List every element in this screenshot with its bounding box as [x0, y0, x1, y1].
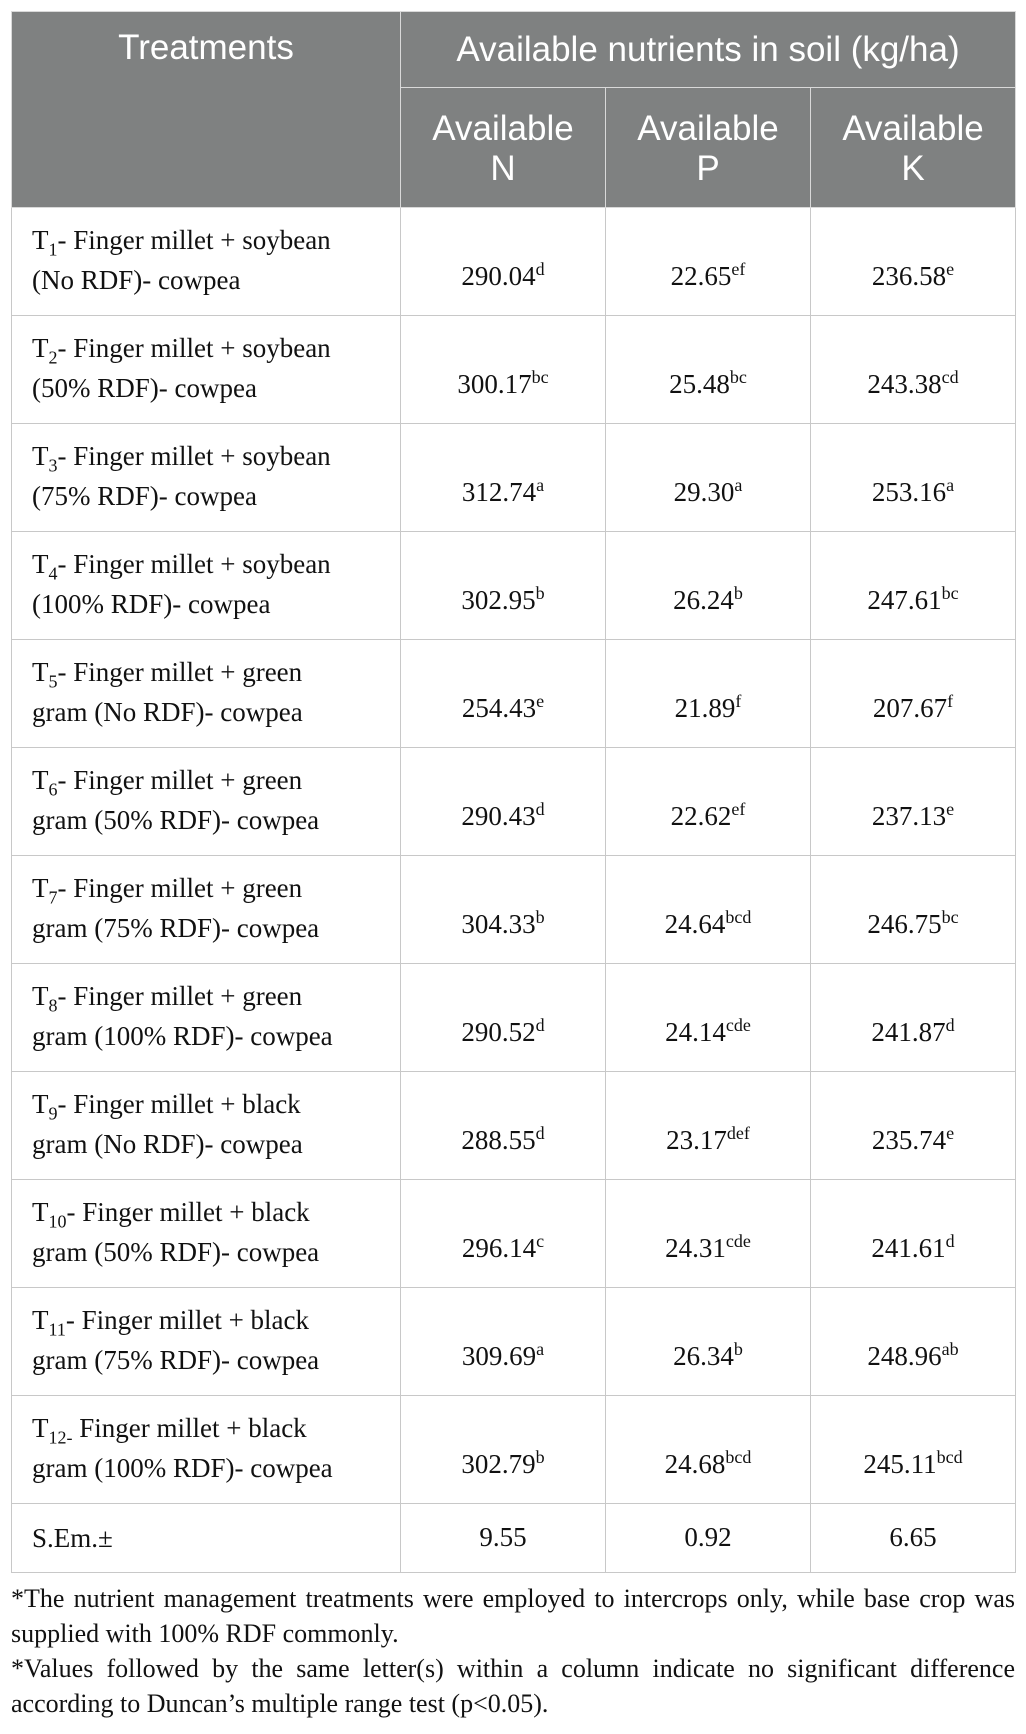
available-n-value: 290.04	[461, 260, 536, 291]
available-p-cell	[606, 1288, 811, 1396]
treatment-code: T	[32, 333, 49, 363]
treatment-code: T	[32, 657, 49, 687]
available-k-value: 245.11	[863, 1448, 937, 1479]
available-p-value: 24.68	[664, 1448, 726, 1479]
table-row	[12, 856, 1016, 964]
treatment-line1: Finger millet + soybean	[73, 549, 331, 579]
available-k-cell	[811, 424, 1016, 532]
available-p-cell	[606, 1180, 811, 1288]
available-p-cell	[606, 856, 811, 964]
available-n-cell	[401, 1180, 606, 1288]
available-k-value: 241.61	[871, 1232, 946, 1263]
treatment-line2: gram (No RDF)- cowpea	[32, 697, 303, 727]
treatment-cell	[12, 1180, 401, 1288]
available-p-letter: f	[735, 690, 742, 711]
available-k-value: 247.61	[867, 584, 942, 615]
treatment-line2: gram (100% RDF)- cowpea	[32, 1021, 333, 1051]
sem-k: 6.65	[811, 1504, 1016, 1573]
available-p-cell	[606, 1396, 811, 1504]
available-k-letter: bcd	[936, 1446, 963, 1467]
table-row	[12, 1396, 1016, 1504]
treatment-subscript: 8	[48, 995, 58, 1016]
available-k-cell	[811, 532, 1016, 640]
treatment-subscript: 12-	[48, 1427, 73, 1448]
available-p-cell	[606, 748, 811, 856]
available-p-value: 23.17	[666, 1124, 727, 1155]
available-p-value: 22.62	[670, 800, 732, 831]
treatment-line2: gram (50% RDF)- cowpea	[32, 805, 320, 835]
available-k-value: 207.67	[872, 692, 948, 723]
available-n-value: 302.79	[461, 1448, 536, 1479]
available-p-letter: bcd	[725, 906, 752, 927]
available-p-cell	[606, 964, 811, 1072]
available-n-value: 309.69	[461, 1340, 537, 1371]
table-row	[12, 640, 1016, 748]
treatment-code: T	[32, 1413, 49, 1443]
treatment-line2: (50% RDF)- cowpea	[32, 373, 257, 403]
available-n-cell	[401, 856, 606, 964]
available-p-cell	[606, 532, 811, 640]
available-p-value: 21.89	[674, 692, 736, 723]
available-n-cell	[401, 1396, 606, 1504]
available-p-value: 24.14	[665, 1016, 726, 1047]
treatment-separator: -	[57, 657, 74, 687]
available-n-cell	[401, 532, 606, 640]
available-k-value: 246.75	[867, 908, 942, 939]
treatment-line2: (No RDF)- cowpea	[32, 265, 241, 295]
treatment-cell	[12, 640, 401, 748]
header-p-line2: P	[696, 149, 720, 188]
header-n-line2: N	[490, 149, 516, 188]
available-p-letter: ef	[731, 798, 746, 819]
available-n-letter: e	[536, 690, 545, 711]
table-row	[12, 1288, 1016, 1396]
treatment-cell	[12, 964, 401, 1072]
treatment-line2: gram (No RDF)- cowpea	[32, 1129, 303, 1159]
available-n-value: 304.33	[461, 908, 536, 939]
available-p-letter: ef	[731, 258, 746, 279]
table-row	[12, 532, 1016, 640]
table-row	[12, 208, 1016, 316]
table-notes	[11, 1581, 1015, 1721]
available-p-value: 24.31	[665, 1232, 726, 1263]
table-row	[12, 1180, 1016, 1288]
treatment-separator: -	[57, 1089, 74, 1119]
table-body	[12, 208, 1016, 1573]
header-k-line1: Available	[842, 109, 984, 148]
treatment-subscript: 6	[48, 779, 58, 800]
available-k-letter: cd	[941, 366, 959, 387]
available-k-cell	[811, 640, 1016, 748]
treatment-cell	[12, 856, 401, 964]
available-p-cell	[606, 1072, 811, 1180]
treatment-line1: Finger millet + soybean	[73, 225, 331, 255]
available-k-cell	[811, 1396, 1016, 1504]
available-p-value: 26.24	[673, 584, 734, 615]
treatment-line2: gram (100% RDF)- cowpea	[32, 1453, 333, 1483]
available-k-value: 237.13	[871, 800, 947, 831]
treatment-subscript: 5	[48, 671, 58, 692]
treatment-cell	[12, 1072, 401, 1180]
treatment-separator: -	[57, 981, 74, 1011]
treatment-separator: -	[57, 873, 74, 903]
treatment-subscript: 10	[48, 1211, 67, 1232]
available-p-letter: b	[733, 582, 743, 603]
treatment-separator: -	[66, 1197, 83, 1227]
available-k-cell	[811, 1072, 1016, 1180]
treatment-code: T	[32, 225, 49, 255]
treatment-line1: Finger millet + soybean	[73, 333, 331, 363]
header-p-line1: Available	[637, 109, 779, 148]
available-p-letter: bc	[729, 366, 747, 387]
sem-n: 9.55	[401, 1504, 606, 1573]
available-k-cell	[811, 1288, 1016, 1396]
treatment-subscript: 1	[48, 239, 58, 260]
available-k-value: 241.87	[871, 1016, 946, 1047]
available-n-cell	[401, 1072, 606, 1180]
treatment-cell	[12, 1288, 401, 1396]
available-p-cell	[606, 316, 811, 424]
available-k-value: 248.96	[867, 1340, 942, 1371]
available-n-value: 296.14	[461, 1232, 537, 1263]
nutrients-table	[11, 11, 1016, 1573]
treatment-line1: Finger millet + black	[82, 1197, 310, 1227]
available-n-value: 312.74	[461, 476, 537, 507]
available-n-cell	[401, 640, 606, 748]
available-k-value: 253.16	[871, 476, 947, 507]
table-row	[12, 424, 1016, 532]
available-k-letter: bc	[941, 906, 959, 927]
header-n-line1: Available	[432, 109, 574, 148]
header-row	[12, 12, 1016, 88]
note-1: *The nutrient management treatments were employed to intercrops only, while base crop was supplied with 100% RDF commonly.	[11, 1584, 1015, 1648]
available-p-value: 22.65	[670, 260, 732, 291]
treatment-line1: Finger millet + green	[73, 765, 303, 795]
treatment-cell	[12, 316, 401, 424]
header-treatments: Treatments	[12, 12, 401, 208]
available-k-value: 243.38	[867, 368, 942, 399]
available-n-letter: d	[535, 1014, 545, 1035]
available-n-letter: d	[535, 258, 545, 279]
treatment-separator: -	[65, 1305, 82, 1335]
available-n-value: 254.43	[461, 692, 537, 723]
treatment-code: T	[32, 981, 49, 1011]
treatment-line1: Finger millet + soybean	[73, 441, 331, 471]
table-row	[12, 316, 1016, 424]
treatment-line2: (100% RDF)- cowpea	[32, 589, 271, 619]
treatment-code: T	[32, 441, 49, 471]
header-available-p	[606, 88, 811, 208]
table-row	[12, 1072, 1016, 1180]
treatment-line1: Finger millet + black	[79, 1413, 307, 1443]
available-p-letter: cde	[725, 1230, 751, 1251]
treatment-line2: gram (50% RDF)- cowpea	[32, 1237, 320, 1267]
available-p-letter: cde	[725, 1014, 751, 1035]
available-k-value: 236.58	[871, 260, 947, 291]
treatment-code: T	[32, 873, 49, 903]
available-n-cell	[401, 964, 606, 1072]
treatment-line1: Finger millet + green	[73, 873, 303, 903]
available-k-letter: e	[946, 258, 955, 279]
available-p-letter: a	[734, 474, 743, 495]
header-available-k	[811, 88, 1016, 208]
available-k-cell	[811, 856, 1016, 964]
treatment-line2: gram (75% RDF)- cowpea	[32, 913, 320, 943]
available-n-letter: d	[535, 798, 545, 819]
available-p-cell	[606, 640, 811, 748]
treatment-code: T	[32, 765, 49, 795]
available-n-cell	[401, 208, 606, 316]
available-k-letter: bc	[941, 582, 959, 603]
treatment-separator: -	[57, 765, 74, 795]
treatment-cell	[12, 424, 401, 532]
treatment-subscript: 3	[48, 455, 58, 476]
available-n-letter: c	[536, 1230, 545, 1251]
table-container	[11, 11, 1015, 1721]
available-k-letter: e	[946, 798, 955, 819]
treatment-subscript: 7	[48, 887, 58, 908]
treatment-code: T	[32, 1197, 49, 1227]
available-n-value: 302.95	[461, 584, 536, 615]
header-k-line2: K	[901, 149, 925, 188]
treatment-subscript: 4	[48, 563, 58, 584]
treatment-separator: -	[57, 549, 74, 579]
available-n-value: 288.55	[461, 1124, 536, 1155]
available-n-letter: bc	[531, 366, 549, 387]
available-n-letter: d	[535, 1122, 545, 1143]
treatment-line2: (75% RDF)- cowpea	[32, 481, 257, 511]
treatment-code: T	[32, 1305, 49, 1335]
available-k-cell	[811, 208, 1016, 316]
available-p-value: 24.64	[664, 908, 726, 939]
note-2: *Values followed by the same letter(s) within a column indicate no significant difference according to Duncan’s multiple range test (p<0.05).	[11, 1654, 1015, 1718]
treatment-code: T	[32, 1089, 49, 1119]
available-n-letter: b	[535, 582, 545, 603]
available-n-letter: b	[535, 1446, 545, 1467]
available-n-cell	[401, 424, 606, 532]
treatment-subscript: 9	[48, 1103, 58, 1124]
available-k-cell	[811, 1180, 1016, 1288]
available-p-value: 25.48	[669, 368, 730, 399]
sem-row	[12, 1504, 1016, 1573]
treatment-code: T	[32, 549, 49, 579]
available-n-cell	[401, 316, 606, 424]
available-n-value: 290.52	[461, 1016, 536, 1047]
available-k-cell	[811, 964, 1016, 1072]
available-k-value: 235.74	[871, 1124, 947, 1155]
table-row	[12, 748, 1016, 856]
treatment-cell	[12, 748, 401, 856]
treatment-cell	[12, 1396, 401, 1504]
available-k-cell	[811, 748, 1016, 856]
table-row	[12, 964, 1016, 1072]
available-k-letter: e	[946, 1122, 955, 1143]
available-p-cell	[606, 424, 811, 532]
treatment-subscript: 11	[48, 1319, 66, 1340]
available-k-letter: ab	[941, 1338, 959, 1359]
treatment-line1: Finger millet + black	[73, 1089, 301, 1119]
available-n-value: 300.17	[457, 368, 532, 399]
treatment-line1: Finger millet + green	[73, 657, 303, 687]
treatment-line2: gram (75% RDF)- cowpea	[32, 1345, 320, 1375]
available-n-cell	[401, 748, 606, 856]
available-p-cell	[606, 208, 811, 316]
available-n-letter: a	[536, 1338, 545, 1359]
available-k-letter: d	[945, 1014, 955, 1035]
available-k-letter: d	[945, 1230, 955, 1251]
available-n-cell	[401, 1288, 606, 1396]
available-p-value: 26.34	[673, 1340, 734, 1371]
available-k-cell	[811, 316, 1016, 424]
treatment-separator: -	[57, 225, 74, 255]
available-p-value: 29.30	[673, 476, 735, 507]
treatment-line1: Finger millet + black	[81, 1305, 310, 1335]
treatment-cell	[12, 208, 401, 316]
available-n-letter: b	[535, 906, 545, 927]
treatment-line1: Finger millet + green	[73, 981, 303, 1011]
treatment-separator: -	[57, 333, 74, 363]
header-group: Available nutrients in soil (kg/ha)	[401, 12, 1016, 88]
available-k-letter: f	[947, 690, 954, 711]
header-available-n	[401, 88, 606, 208]
available-p-letter: bcd	[725, 1446, 752, 1467]
available-n-value: 290.43	[461, 800, 536, 831]
treatment-cell	[12, 532, 401, 640]
sem-p: 0.92	[606, 1504, 811, 1573]
available-n-letter: a	[536, 474, 545, 495]
available-k-letter: a	[946, 474, 955, 495]
available-p-letter: def	[726, 1122, 750, 1143]
treatment-separator: -	[57, 441, 74, 471]
available-p-letter: b	[733, 1338, 743, 1359]
sem-label: S.Em.±	[12, 1504, 401, 1573]
treatment-subscript: 2	[48, 347, 58, 368]
